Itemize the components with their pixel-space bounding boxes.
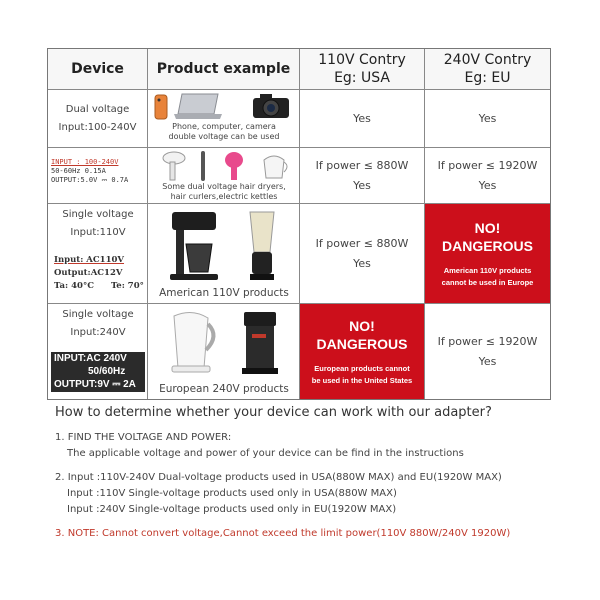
row3-label-line1: Input: AC110V — [54, 255, 125, 265]
row1-device — [48, 90, 148, 148]
row2-caption-line1: Some dual voltage hair dryers, — [162, 182, 286, 191]
row2-product — [148, 148, 300, 204]
row2-label-line2: 50-60Hz 0.15A — [51, 167, 106, 175]
hair-curler-image — [196, 150, 210, 182]
row1-caption-line1: Phone, computer, camera — [172, 122, 276, 131]
row4-110v-danger — [300, 304, 425, 399]
row2-caption — [148, 182, 300, 202]
row4-240v-condition: If power ≤ 1920W — [437, 334, 538, 348]
header-product-text: Product example — [156, 61, 291, 77]
row1-240v-answer: Yes — [478, 111, 497, 125]
header-device — [48, 49, 148, 90]
instruction-1-title: 1. FIND THE VOLTAGE AND POWER: — [55, 432, 232, 443]
row2-240v-condition: If power ≤ 1920W — [437, 158, 538, 172]
row2-110v — [300, 148, 425, 204]
row3-device-title: Single voltage — [62, 209, 134, 220]
compatibility-table — [47, 48, 551, 400]
kettle-image — [258, 152, 290, 180]
header-product — [148, 49, 300, 90]
row3-danger-title2: DANGEROUS — [441, 237, 533, 254]
row3-240v-danger — [425, 204, 550, 304]
row2-device-label — [51, 158, 145, 185]
row2-240v-answer: Yes — [478, 178, 497, 192]
header-110v-line1: 110V Contry — [318, 52, 406, 68]
row1-110v-answer: Yes — [353, 111, 371, 125]
row2-device — [48, 148, 148, 204]
row4-danger-note2: be used in the United States — [311, 375, 413, 385]
row4-danger-note1: European products cannot — [314, 363, 410, 373]
row4-device — [48, 304, 148, 399]
row3-product — [148, 204, 300, 304]
row4-danger-title1: NO! — [349, 317, 375, 334]
header-240v-line2: Eg: EU — [464, 70, 511, 86]
row3-device-heading — [48, 206, 148, 242]
coffee-maker-image — [166, 210, 222, 282]
row3-device — [48, 204, 148, 304]
row2-caption-line2: hair curlers,electric kettles — [170, 192, 278, 201]
row2-label-line1: INPUT : 100-240V — [51, 158, 119, 166]
row3-label-line4: Te: 70° — [110, 281, 144, 291]
row4-label-line2: 50/60Hz — [88, 366, 126, 377]
row4-device-title: Single voltage — [62, 309, 134, 320]
row2-110v-answer: Yes — [353, 178, 371, 192]
row4-device-heading — [48, 306, 148, 342]
header-device-text: Device — [71, 61, 124, 77]
camera-image — [252, 92, 290, 120]
laptop-image — [174, 92, 224, 122]
espresso-machine-image — [238, 310, 282, 376]
row1-240v — [425, 90, 550, 148]
row4-label-line1: INPUT:AC 240V — [54, 353, 127, 364]
row4-product — [148, 304, 300, 399]
row4-label-line3: OUTPUT:9V ⎓ 2A — [54, 379, 136, 390]
row3-danger-note — [442, 265, 534, 289]
row4-caption: European 240V products — [159, 383, 289, 395]
row3-label-line3-4 — [54, 280, 146, 293]
instructions-question: How to determine whether your device can work with our adapter? — [55, 405, 492, 420]
row1-product — [148, 90, 300, 148]
row3-label-line3: Ta: 40°C — [54, 281, 94, 291]
row2-240v — [425, 148, 550, 204]
instruction-2-line1: 2. Input :110V-240V Dual-voltage products used in USA(880W MAX) and EU(1920W MAX) — [55, 472, 502, 483]
row2-110v-condition: If power ≤ 880W — [315, 158, 409, 172]
row1-110v — [300, 90, 425, 148]
header-110v — [300, 49, 425, 90]
row1-caption-line2: double voltage can be used — [168, 132, 280, 141]
row4-danger-note — [312, 363, 412, 387]
instructions-section — [55, 405, 575, 542]
row2-label-line3: OUTPUT:5.0V ⎓ 0.7A — [51, 176, 129, 184]
row3-label-line2: Output:AC12V — [54, 268, 123, 278]
row3-danger-note2: cannot be used in Europe — [441, 277, 534, 287]
header-110v-line2: Eg: USA — [334, 70, 390, 86]
instruction-2-line2: Input :110V Single-voltage products used only in USA(880W MAX) — [67, 488, 397, 499]
instruction-2-line3: Input :240V Single-voltage products used only in EU(1920W MAX) — [67, 504, 397, 515]
blender-image — [242, 208, 282, 284]
row3-110v — [300, 204, 425, 304]
row4-device-label — [51, 352, 145, 392]
row3-device-label — [54, 254, 146, 293]
row1-caption — [148, 122, 300, 142]
row1-device-input: Input:100-240V — [58, 121, 137, 133]
phone-image — [154, 94, 168, 120]
row4-240v-answer: Yes — [478, 354, 497, 368]
row3-110v-answer: Yes — [353, 256, 371, 270]
instruction-3-note: 3. NOTE: Cannot convert voltage,Cannot exceed the limit power(110V 880W/240V 1920W) — [55, 528, 511, 539]
steamer-image — [220, 150, 248, 182]
instruction-1-text: The applicable voltage and power of your device can be find in the instructions — [67, 448, 464, 459]
header-240v-line1: 240V Contry — [443, 52, 532, 68]
row4-device-input: Input:240V — [70, 327, 126, 338]
row1-device-title: Dual voltage — [65, 103, 130, 115]
row3-danger-note1: American 110V products — [443, 265, 532, 275]
row3-caption: American 110V products — [159, 287, 289, 299]
row3-danger-title1: NO! — [474, 219, 501, 236]
row4-240v — [425, 304, 550, 399]
hair-dryer-image — [158, 150, 186, 182]
header-240v — [425, 49, 550, 90]
electric-kettle-image — [164, 310, 220, 374]
row3-110v-condition: If power ≤ 880W — [315, 236, 409, 250]
row3-device-input: Input:110V — [70, 227, 126, 238]
row4-danger-title2: DANGEROUS — [316, 335, 408, 352]
